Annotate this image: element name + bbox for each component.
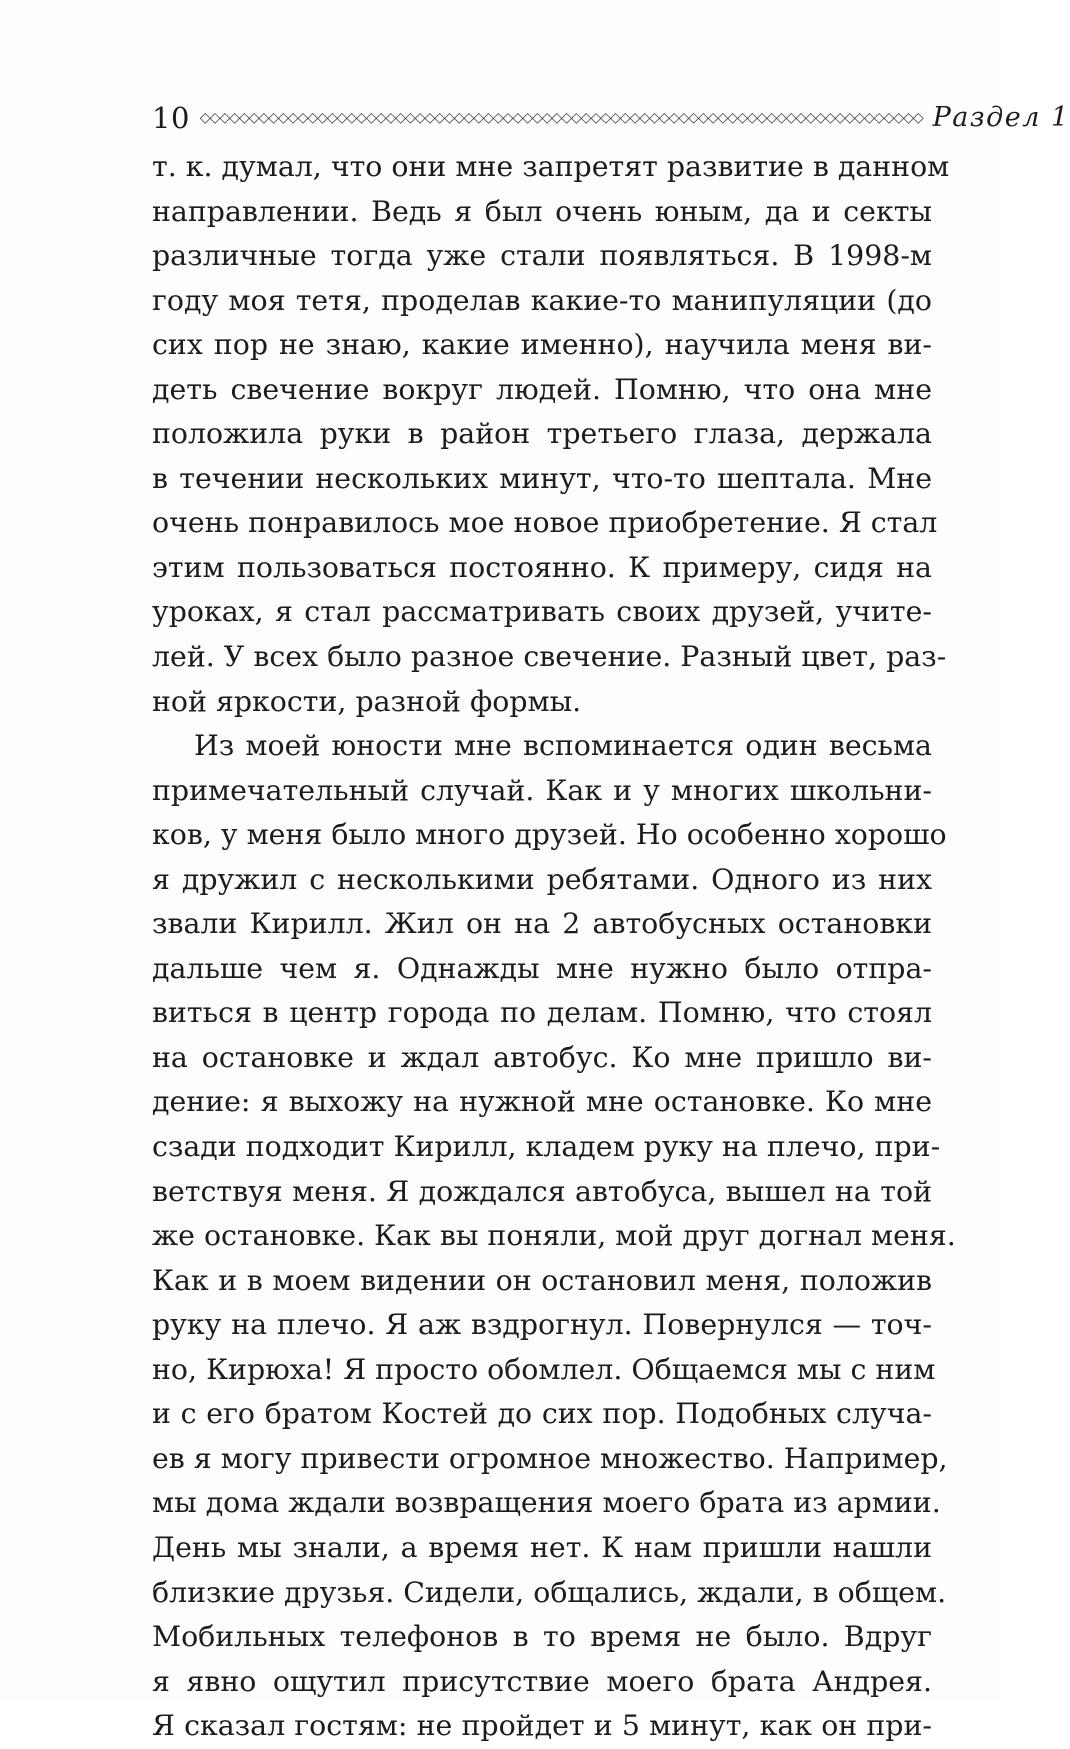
text-line: ков, у меня было много друзей. Но особенно хорошо (152, 818, 947, 852)
text-line: т. к. думал, что они мне запретят развитие в данном (152, 150, 950, 183)
text-line: лей. У всех было разное свечение. Разный цвет, раз- (152, 640, 947, 674)
text-line: примечательный случай. Как и у многих школьни- (152, 773, 932, 807)
text-line: сзади подходит Кирилл, кладем руку на плечо, при- (152, 1130, 941, 1164)
text-line: году моя тетя, проделав какие-то манипуляции (до (152, 283, 932, 317)
text-line: на остановке и ждал автобус. Ко мне пришло ви- (152, 1040, 932, 1074)
text-line: и с его братом Костей до сих пор. Подобных случа- (152, 1397, 932, 1431)
body-text (152, 145, 956, 1749)
page-number: 10 (152, 101, 190, 135)
running-header (152, 96, 1070, 140)
text-line: Мобильных телефонов в то время не было. Вдруг (152, 1620, 932, 1654)
text-line: этим пользоваться постоянно. К примеру, сидя на (152, 550, 932, 584)
text-line: руку на плечо. Я аж вздрогнул. Повернулся — точ- (152, 1308, 932, 1342)
text-line: очень понравилось мое новое приобретение. Я стал (152, 506, 938, 540)
text-line: дальше чем я. Однажды мне нужно было отпра- (152, 951, 932, 985)
text-line: Как и в моем видении он остановил меня, положив (152, 1263, 932, 1297)
text-line: ев я могу привести огромное множество. Например, (152, 1441, 948, 1475)
text-line: День мы знали, а время нет. К нам пришли нашли (152, 1530, 932, 1564)
text-line: Я сказал гостям: не пройдет и 5 минут, как он при- (152, 1709, 932, 1743)
text-line: мы дома ждали возвращения моего брата из армии. (152, 1486, 941, 1520)
text-line: близкие друзья. Сидели, общались, ждали, в общем. (152, 1575, 947, 1609)
text-line: виться в центр города по делам. Помню, что стоял (152, 996, 932, 1030)
section-title: Раздел 1 (932, 102, 1070, 133)
text-line: я дружил с несколькими ребятами. Одного из них (152, 862, 932, 896)
text-line: сих пор не знаю, какие именно), научила меня ви- (152, 328, 932, 362)
text-line: положила руки в район третьего глаза, держала (152, 417, 932, 451)
text-line: но, Кирюха! Я просто обомлел. Общаемся мы с ним (152, 1352, 936, 1386)
text-line: я явно ощутил присутствие моего брата Андрея. (152, 1664, 932, 1698)
text-line: различные тогда уже стали появляться. В 1998-м (152, 239, 932, 273)
text-line: деть свечение вокруг людей. Помню, что она мне (152, 372, 932, 406)
text-line: звали Кирилл. Жил он на 2 автобусных остановки (152, 907, 932, 941)
paragraph-first-line: Из моей юности мне вспоминается один весьма (194, 729, 932, 763)
text-line: дение: я выхожу на нужной мне остановке. Ко мне (152, 1085, 932, 1119)
paragraph-end-line: ной яркости, разной формы. (152, 684, 582, 718)
text-line: в течении нескольких минут, что-то шептала. Мне (152, 461, 932, 495)
text-line: же остановке. Как вы поняли, мой друг догнал меня. (152, 1219, 956, 1253)
ornament-rule: ◇◇◇◇◇◇◇◇◇◇◇◇◇◇◇◇◇◇◇◇◇◇◇◇◇◇◇◇◇◇◇◇◇◇◇◇◇◇◇◇◇◇◇◇◇◇◇◇◇◇◇◇◇◇◇◇◇◇◇◇◇◇◇◇◇◇◇◇◇◇◇◇◇◇ (199, 110, 923, 126)
text-line: ветствуя меня. Я дождался автобуса, вышел на той (152, 1174, 932, 1208)
text-line: направлении. Ведь я был очень юным, да и секты (152, 194, 932, 228)
text-line: уроках, я стал рассматривать своих друзей, учите- (152, 595, 932, 629)
